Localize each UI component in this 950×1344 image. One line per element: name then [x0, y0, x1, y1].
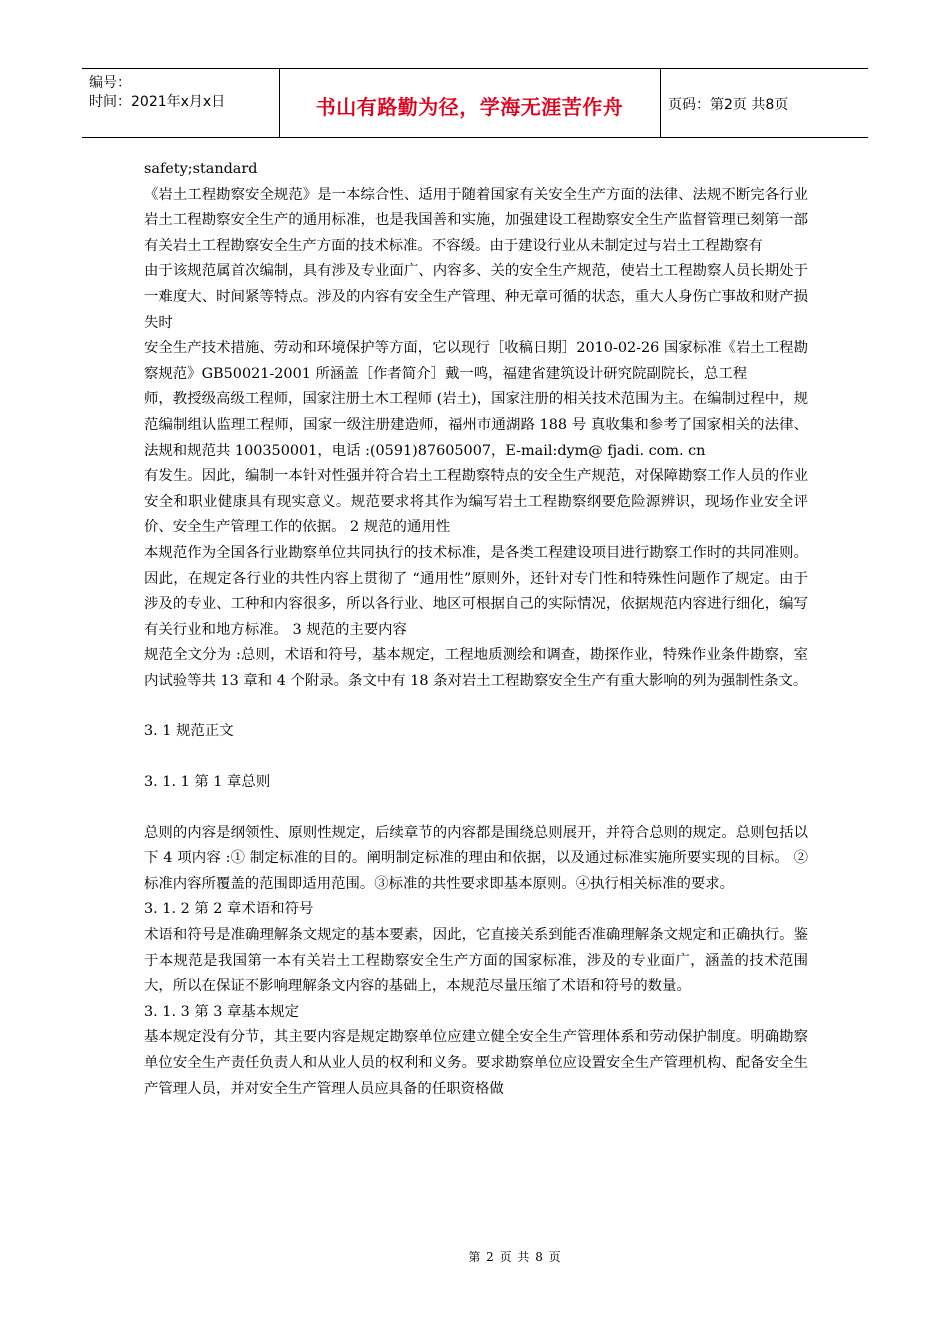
- page-footer: 第 2 页 共 8 页: [468, 1250, 562, 1264]
- paragraph: 安全生产技术措施、劳动和环境保护等方面，它以现行［收稿日期］2010-02-26 国家标准《岩土工程勘察规范》GB50021-2001 所涵盖［作者简介］戴一鸣，福建省建筑设计研究院副院长，总工程: [144, 340, 808, 382]
- paragraph: 有发生。因此，编制一本针对性强并符合岩土工程勘察特点的安全生产规范，对保障勘察工作人员的作业安全和职业健康具有现实意义。规范要求将其作为编写岩土工程勘察纲要危险源辨识，现场作业安全评价、安全生产管理工作的依据。 2 规范的通用性: [144, 468, 808, 536]
- document-header: [82, 68, 868, 138]
- paragraph-keywords: safety;standard: [144, 161, 258, 177]
- section-heading: 3. 1. 2 第 2 章术语和符号: [144, 901, 314, 918]
- paragraph: 术语和符号是准确理解条文规定的基本要素，因此，它直接关系到能否准确理解条文规定和正确执行。鉴于本规范是我国第一本有关岩土工程勘察安全生产方面的国家标准，涉及的专业面广，涵盖的技术范围大，所以在保证不影响理解条文内容的基础上，本规范尽量压缩了术语和符号的数量。: [144, 927, 808, 995]
- header-page-cell: [660, 69, 868, 137]
- spacer: [144, 796, 808, 821]
- section-heading: 3. 1. 1 第 1 章总则: [144, 774, 271, 791]
- section-heading: 3. 1 规范正文: [144, 723, 234, 740]
- paragraph: 师，教授级高级工程师，国家注册土木工程师 (岩土)，国家注册的相关技术范围为主。在编制过程中，规范编制组认监理工程师，国家一级注册建造师，福州市通湖路 188 号 真收集和参考了国家相关的法律、法规和规范共 100350001，电话 :(0591)87605007，E-mail:dym@ fjadi. com. cn: [144, 391, 808, 459]
- paragraph: 总则的内容是纲领性、原则性规定，后续章节的内容都是围绕总则展开，并符合总则的规定。总则包括以下 4 项内容 :① 制定标准的目的。阐明制定标准的理由和依据，以及通过标准实施所要实现的目标。 ②标准内容所覆盖的范围即适用范围。③标准的共性要求即基本原则。④执行相关标准的要求。: [144, 824, 808, 892]
- spacer: [144, 694, 808, 719]
- header-motto-cell: [279, 69, 661, 137]
- header-motto: 书山有路勤为径，学海无涯苦作舟: [315, 95, 624, 119]
- paragraph: 基本规定没有分节，其主要内容是规定勘察单位应建立健全安全生产管理体系和劳动保护制度。明确勘察单位安全生产责任负责人和从业人员的权利和义务。要求勘察单位应设置安全生产管理机构、配备安全生产管理人员，并对安全生产管理人员应具备的任职资格做: [144, 1029, 808, 1097]
- document-body: [144, 157, 808, 1102]
- paragraph: 《岩土工程勘察安全规范》是一本综合性、适用于随着国家有关安全生产方面的法律、法规不断完各行业岩土工程勘察安全生产的通用标准，也是我国善和实施，加强建设工程勘察安全生产监督管理已刻第一部有关岩土工程勘察安全生产方面的技术标准。不容缓。由于建设行业从未制定过与岩土工程勘察有: [144, 186, 808, 254]
- header-info-cell: [82, 69, 280, 137]
- paragraph: 规范全文分为 :总则，术语和符号，基本规定，工程地质测绘和调查，勘探作业，特殊作业条件勘察，室内试验等共 13 章和 4 个附录。条文中有 18 条对岩土工程勘察安全生产有重大影响的列为强制性条文。: [144, 647, 808, 689]
- header-page-number: 页码：第2页 共8页: [668, 97, 789, 113]
- paragraph: 本规范作为全国各行业勘察单位共同执行的技术标准，是各类工程建设项目进行勘察工作时的共同准则。因此，在规定各行业的共性内容上贯彻了 “通用性”原则外，还针对专门性和特殊性问题作了规定。由于涉及的专业、工种和内容很多，所以各行业、地区可根据自己的实际情况，依据规范内容进行细化，编写有关行业和地方标准。 3 规范的主要内容: [144, 544, 808, 638]
- section-heading: 3. 1. 3 第 3 章基本规定: [144, 1003, 299, 1020]
- document-date-label: 时间：2021年x月x日: [89, 94, 226, 110]
- spacer: [144, 745, 808, 770]
- document-number-label: 编号：: [89, 75, 131, 91]
- paragraph: 由于该规范属首次编制，具有涉及专业面广、内容多、关的安全生产规范，使岩土工程勘察人员长期处于一难度大、时间紧等特点。涉及的内容有安全生产管理、种无章可循的状态，重大人身伤亡事故和财产损失时: [144, 263, 808, 331]
